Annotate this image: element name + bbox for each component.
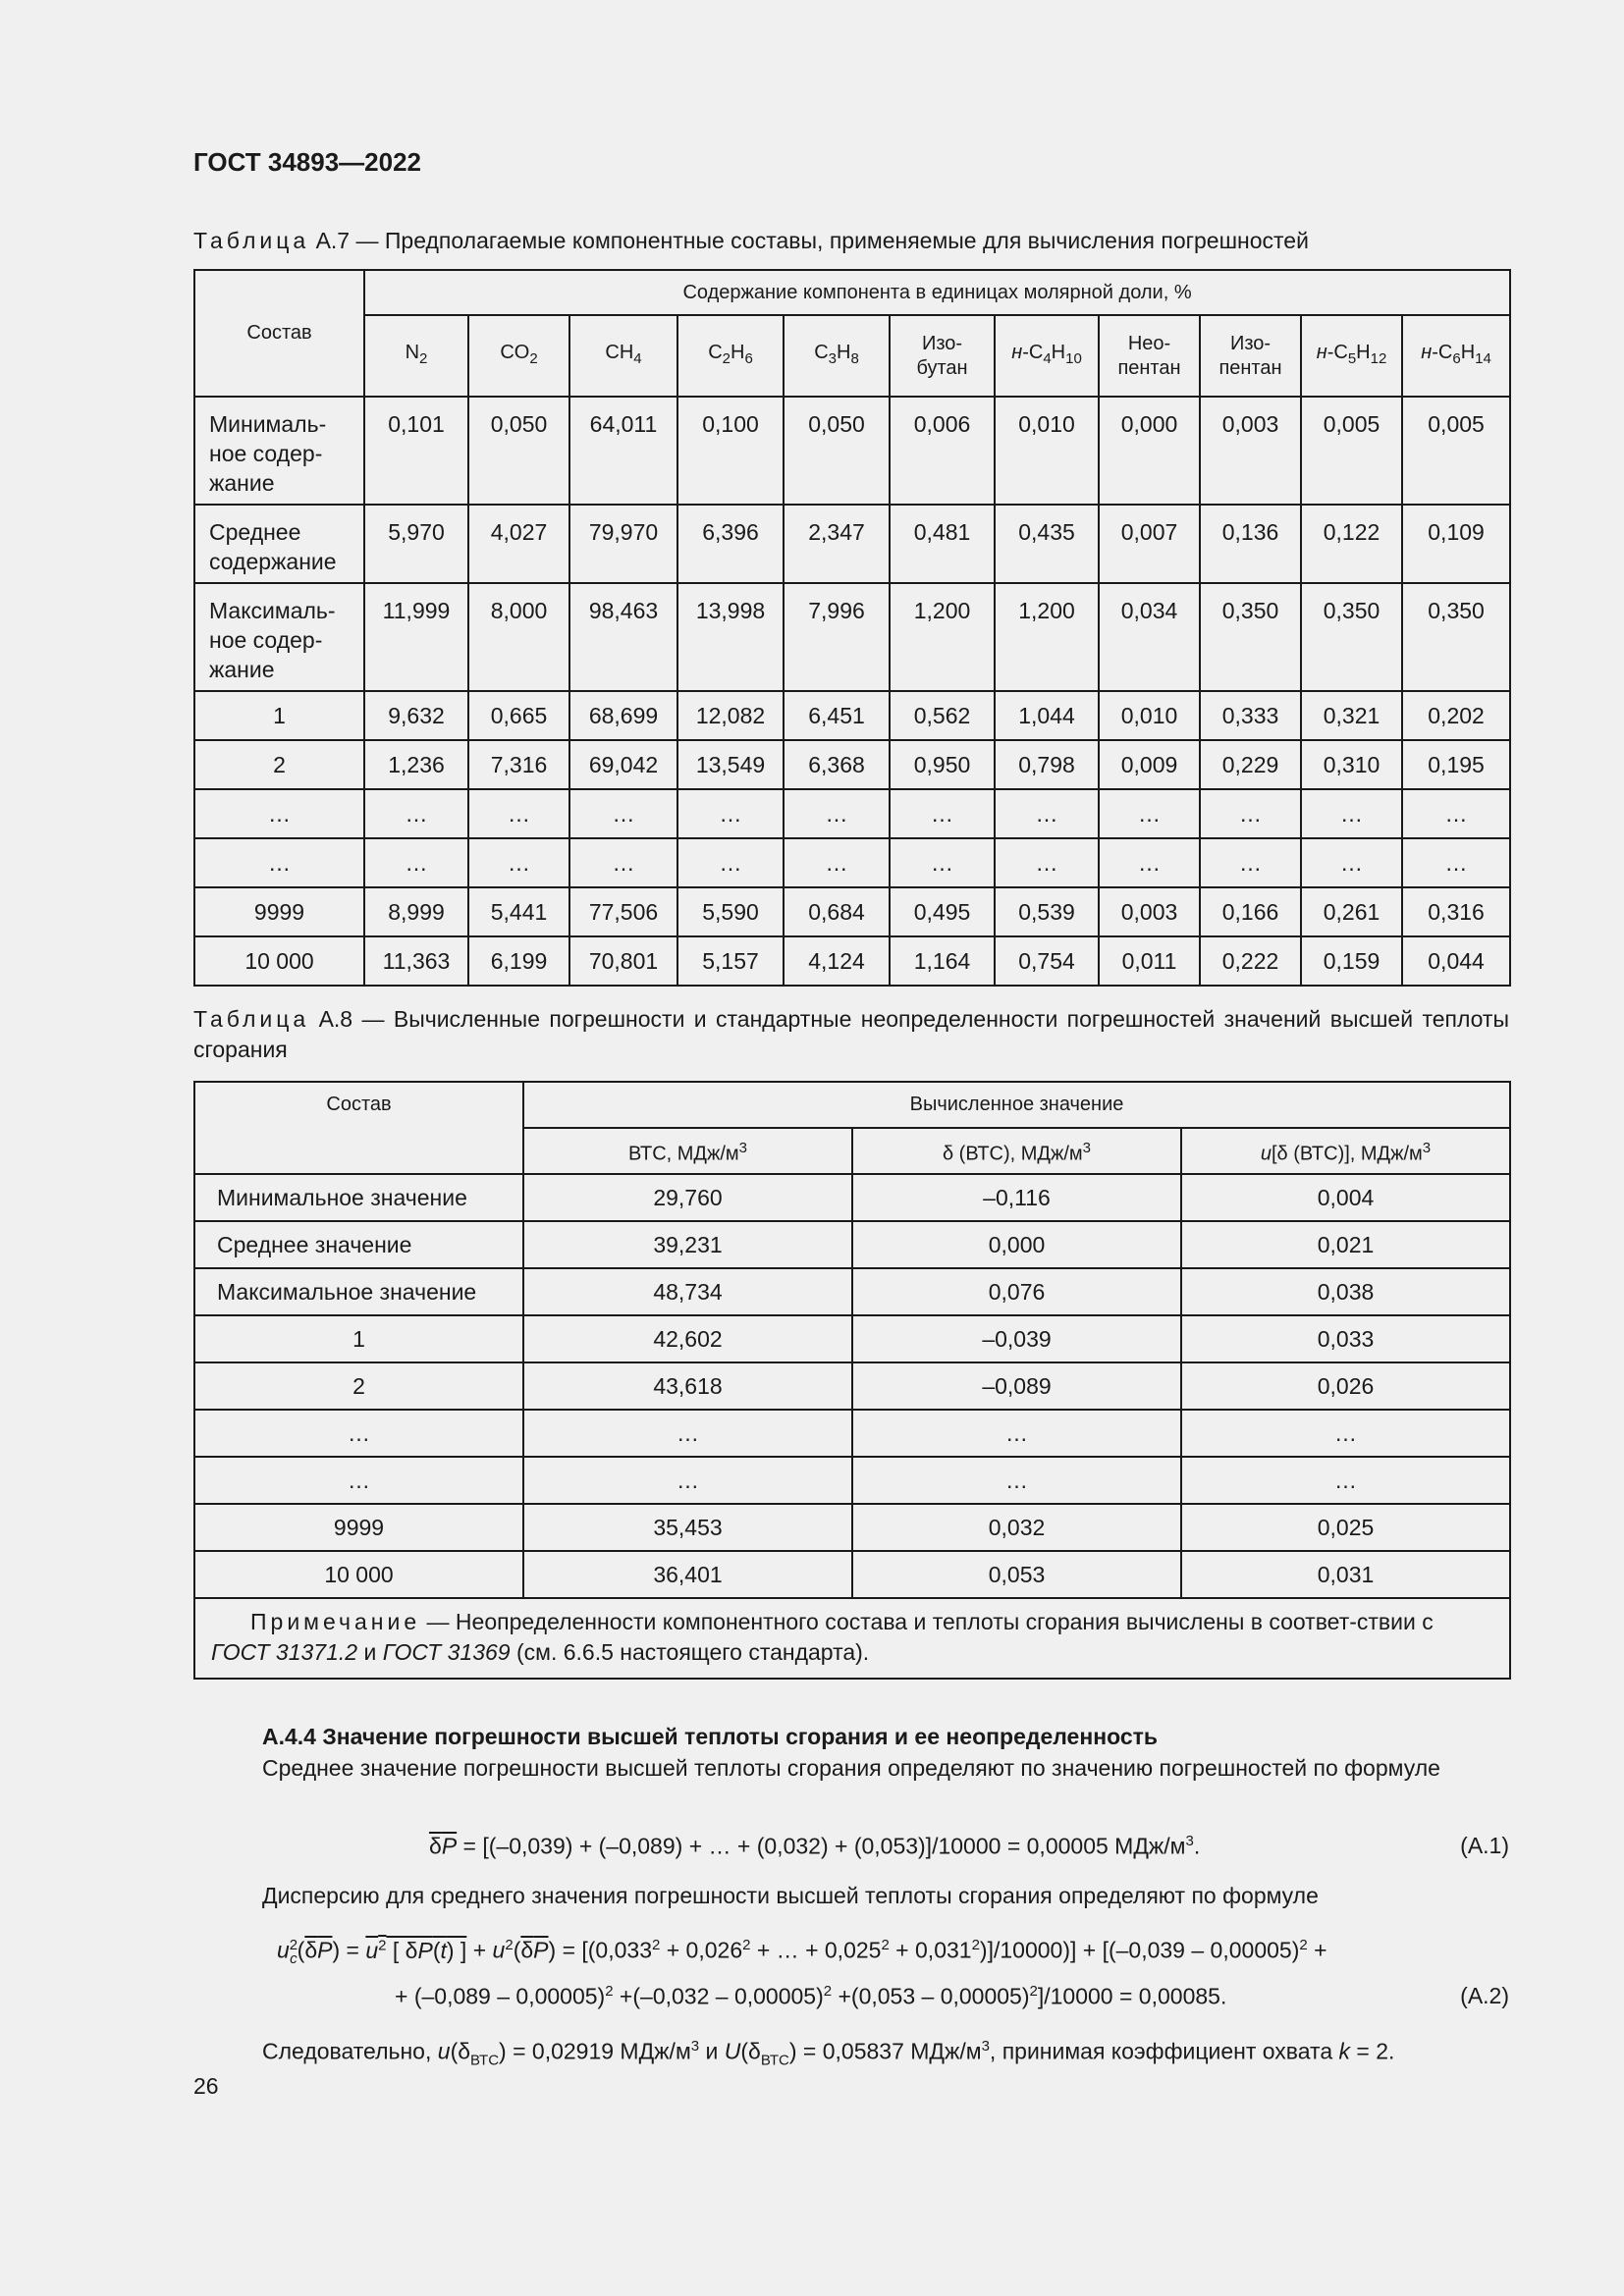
table-cell: 0,009	[1099, 740, 1200, 789]
row-label: 1	[194, 691, 364, 740]
table-cell: 0,202	[1402, 691, 1510, 740]
table-cell: 2,347	[784, 505, 890, 583]
table-row	[194, 936, 1510, 986]
table-cell: 0,665	[468, 691, 569, 740]
table-cell: 5,157	[677, 936, 784, 986]
table-cell: 29,760	[523, 1174, 852, 1221]
table-cell: 0,350	[1200, 583, 1301, 691]
table-cell: 36,401	[523, 1551, 852, 1598]
table-cell: 0,798	[995, 740, 1099, 789]
table-cell: 0,050	[784, 397, 890, 505]
table-cell: …	[1301, 789, 1402, 838]
table-a8-col-head: Состав	[194, 1082, 523, 1174]
table-cell: 69,042	[569, 740, 677, 789]
section-para-3: Следовательно, $u(\delta_{ВТС}) = 0,02919$ МДж/$м^3$ и $U(\delta_{ВТС}) = 0,05837$ МДж/$м^3$, принимая коэффициент охвата k = 2.	[262, 2038, 1395, 2069]
formula-a2-number: (А.2)	[1460, 1983, 1509, 2008]
table-cell: …	[1301, 838, 1402, 887]
table-cell: …	[364, 789, 468, 838]
table-cell: 11,363	[364, 936, 468, 986]
table-cell: 1,164	[890, 936, 995, 986]
table-cell: 79,970	[569, 505, 677, 583]
table-cell: 77,506	[569, 887, 677, 936]
row-label: …	[194, 789, 364, 838]
table-cell: …	[1402, 789, 1510, 838]
component-header: $н-C_5H_{12}$	[1301, 315, 1402, 397]
formula-a1-number: (А.1)	[1460, 1833, 1509, 1858]
table-cell: 0,006	[890, 397, 995, 505]
table-cell: 0,166	[1200, 887, 1301, 936]
row-label: Минимальное значение	[194, 1174, 523, 1221]
table-cell: 0,350	[1301, 583, 1402, 691]
section-heading: А.4.4 Значение погрешности высшей теплоты сгорания и ее неопределенность	[262, 1724, 1159, 1749]
row-label: …	[194, 1457, 523, 1504]
table-cell: 70,801	[569, 936, 677, 986]
table-cell: …	[569, 789, 677, 838]
table-a8-body	[194, 1174, 1510, 1598]
table-a8-label: Таблица	[193, 1006, 310, 1032]
table-a8-subhead: u[δ (ВТС)], МДж/$м^3$	[1181, 1128, 1510, 1174]
table-cell: 0,261	[1301, 887, 1402, 936]
table-cell: –0,089	[852, 1362, 1181, 1410]
table-cell: 5,441	[468, 887, 569, 936]
table-cell: 0,539	[995, 887, 1099, 936]
table-cell: 0,011	[1099, 936, 1200, 986]
table-row	[194, 691, 1510, 740]
row-label: …	[194, 838, 364, 887]
table-cell: …	[677, 789, 784, 838]
table-cell: 0,053	[852, 1551, 1181, 1598]
table-cell: 0,684	[784, 887, 890, 936]
component-header: Нео- пентан	[1099, 315, 1200, 397]
table-cell: 0,025	[1181, 1504, 1510, 1551]
table-a7-label: Таблица	[193, 228, 310, 253]
table-cell: 0,481	[890, 505, 995, 583]
table-a8-group-head: Вычисленное значение	[523, 1082, 1510, 1128]
table-cell: 68,699	[569, 691, 677, 740]
component-header: $н-C_6H_{14}$	[1402, 315, 1510, 397]
component-header: $н-C_4H_{10}$	[995, 315, 1099, 397]
table-cell: 0,950	[890, 740, 995, 789]
table-row	[194, 1268, 1510, 1315]
component-header: $N_2$	[364, 315, 468, 397]
table-cell: 1,044	[995, 691, 1099, 740]
component-header: Изо- бутан	[890, 315, 995, 397]
table-row	[194, 1551, 1510, 1598]
table-cell: 0,010	[995, 397, 1099, 505]
table-cell: …	[852, 1410, 1181, 1457]
table-cell: 0,021	[1181, 1221, 1510, 1268]
table-cell: 6,396	[677, 505, 784, 583]
table-a7-col-head: Состав	[194, 270, 364, 397]
table-cell: 0,005	[1402, 397, 1510, 505]
table-cell: 0,350	[1402, 583, 1510, 691]
row-label: 1	[194, 1315, 523, 1362]
table-cell: 0,033	[1181, 1315, 1510, 1362]
table-a7-caption	[193, 226, 1509, 256]
row-label: 9999	[194, 1504, 523, 1551]
table-row	[194, 1362, 1510, 1410]
table-cell: 0,031	[1181, 1551, 1510, 1598]
table-cell: 13,998	[677, 583, 784, 691]
component-header: $CH_4$	[569, 315, 677, 397]
table-cell: 0,195	[1402, 740, 1510, 789]
row-label: …	[194, 1410, 523, 1457]
table-cell: 0,000	[852, 1221, 1181, 1268]
table-cell: 11,999	[364, 583, 468, 691]
table-cell: 6,451	[784, 691, 890, 740]
table-cell: 0,010	[1099, 691, 1200, 740]
section-para-1: Среднее значение погрешности высшей теплоты сгорания определяют по значению погрешностей по формуле	[262, 1755, 1440, 1781]
row-label: Максимальное значение	[194, 1268, 523, 1315]
table-cell: …	[890, 838, 995, 887]
table-cell: 13,549	[677, 740, 784, 789]
table-a7-component-row	[194, 315, 1510, 397]
table-cell: …	[890, 789, 995, 838]
table-row	[194, 740, 1510, 789]
table-cell: …	[1181, 1457, 1510, 1504]
table-row	[194, 505, 1510, 583]
row-label: Среднее содержание	[194, 505, 364, 583]
table-cell: 8,999	[364, 887, 468, 936]
table-a8-caption	[193, 1004, 1509, 1065]
table-a7	[193, 269, 1511, 987]
table-cell: 0,000	[1099, 397, 1200, 505]
table-cell: 43,618	[523, 1362, 852, 1410]
table-row	[194, 1457, 1510, 1504]
table-cell: 5,970	[364, 505, 468, 583]
table-cell: 0,101	[364, 397, 468, 505]
table-cell: 0,026	[1181, 1362, 1510, 1410]
table-cell: …	[677, 838, 784, 887]
table-cell: 0,754	[995, 936, 1099, 986]
table-a8-note: Примечание — Неопределенности компонентного состава и теплоты сгорания вычислены в соответ-ствии с ГОСТ 31371.2 и ГОСТ 31369 (см. 6.6.5 настоящего стандарта).	[194, 1598, 1510, 1679]
table-cell: 0,159	[1301, 936, 1402, 986]
table-cell: 0,003	[1099, 887, 1200, 936]
row-label: 2	[194, 1362, 523, 1410]
page-number: 26	[193, 2073, 219, 2099]
table-cell: …	[1402, 838, 1510, 887]
table-cell: 0,100	[677, 397, 784, 505]
table-a8-subhead: ВТС, МДж/$м^3$	[523, 1128, 852, 1174]
table-cell: 0,038	[1181, 1268, 1510, 1315]
note-label: Примечание	[250, 1609, 421, 1634]
table-cell: 0,562	[890, 691, 995, 740]
table-row	[194, 789, 1510, 838]
table-cell: 0,316	[1402, 887, 1510, 936]
table-cell: 0,222	[1200, 936, 1301, 986]
table-cell: …	[1181, 1410, 1510, 1457]
table-cell: …	[1200, 789, 1301, 838]
section-para-2: Дисперсию для среднего значения погрешности высшей теплоты сгорания определяют по формуле	[262, 1883, 1319, 1908]
table-cell: 0,003	[1200, 397, 1301, 505]
row-label: 10 000	[194, 1551, 523, 1598]
table-cell: 42,602	[523, 1315, 852, 1362]
table-cell: 0,109	[1402, 505, 1510, 583]
table-cell: 1,236	[364, 740, 468, 789]
table-cell: 6,199	[468, 936, 569, 986]
table-cell: 98,463	[569, 583, 677, 691]
table-cell: –0,116	[852, 1174, 1181, 1221]
table-cell: 0,050	[468, 397, 569, 505]
table-cell: 0,435	[995, 505, 1099, 583]
table-cell: …	[784, 789, 890, 838]
table-cell: …	[523, 1410, 852, 1457]
table-cell: …	[468, 789, 569, 838]
table-a8	[193, 1081, 1511, 1680]
table-row	[194, 1315, 1510, 1362]
table-cell: –0,039	[852, 1315, 1181, 1362]
table-cell: 0,229	[1200, 740, 1301, 789]
table-cell: …	[1099, 789, 1200, 838]
table-row	[194, 583, 1510, 691]
table-row	[194, 397, 1510, 505]
table-cell: 48,734	[523, 1268, 852, 1315]
table-cell: 6,368	[784, 740, 890, 789]
row-label: 9999	[194, 887, 364, 936]
table-cell: 39,231	[523, 1221, 852, 1268]
component-header: $C_3H_8$	[784, 315, 890, 397]
row-label: 2	[194, 740, 364, 789]
table-cell: …	[995, 789, 1099, 838]
row-label: Среднее значение	[194, 1221, 523, 1268]
table-row	[194, 1221, 1510, 1268]
table-a7-body	[194, 397, 1510, 986]
row-label: Максималь- ное содер- жание	[194, 583, 364, 691]
table-cell: 0,321	[1301, 691, 1402, 740]
table-cell: 0,310	[1301, 740, 1402, 789]
table-cell: 1,200	[890, 583, 995, 691]
table-cell: 0,004	[1181, 1174, 1510, 1221]
table-cell: 0,044	[1402, 936, 1510, 986]
table-cell: 0,495	[890, 887, 995, 936]
table-cell: 0,034	[1099, 583, 1200, 691]
document-code: ГОСТ 34893—2022	[193, 147, 421, 177]
table-cell: 5,590	[677, 887, 784, 936]
table-cell: …	[1099, 838, 1200, 887]
table-cell: 0,032	[852, 1504, 1181, 1551]
table-cell: …	[364, 838, 468, 887]
table-row	[194, 838, 1510, 887]
table-row	[194, 1504, 1510, 1551]
table-cell: 0,076	[852, 1268, 1181, 1315]
table-cell: 0,333	[1200, 691, 1301, 740]
table-row	[194, 1174, 1510, 1221]
component-header: $CO_2$	[468, 315, 569, 397]
table-cell: 35,453	[523, 1504, 852, 1551]
table-cell: 0,122	[1301, 505, 1402, 583]
table-a7-caption-text: А.7 — Предполагаемые компонентные составы, применяемые для вычисления погрешностей	[309, 228, 1309, 253]
table-a7-group-head: Содержание компонента в единицах молярной доли, %	[364, 270, 1510, 315]
table-cell: …	[784, 838, 890, 887]
row-label: Минималь- ное содер- жание	[194, 397, 364, 505]
table-cell: …	[995, 838, 1099, 887]
component-header: $C_2H_6$	[677, 315, 784, 397]
table-cell: 4,124	[784, 936, 890, 986]
table-cell: 8,000	[468, 583, 569, 691]
table-cell: 7,996	[784, 583, 890, 691]
table-cell: …	[468, 838, 569, 887]
component-header: Изо- пентан	[1200, 315, 1301, 397]
table-a8-subhead: δ (ВТС), МДж/$м^3$	[852, 1128, 1181, 1174]
table-cell: …	[569, 838, 677, 887]
table-cell: 0,136	[1200, 505, 1301, 583]
table-cell: …	[1200, 838, 1301, 887]
table-row	[194, 887, 1510, 936]
table-cell: 4,027	[468, 505, 569, 583]
row-label: 10 000	[194, 936, 364, 986]
table-cell: 9,632	[364, 691, 468, 740]
table-cell: 64,011	[569, 397, 677, 505]
table-cell: 12,082	[677, 691, 784, 740]
table-cell: 0,007	[1099, 505, 1200, 583]
table-row	[194, 1410, 1510, 1457]
table-cell: 7,316	[468, 740, 569, 789]
table-cell: 0,005	[1301, 397, 1402, 505]
table-a8-caption-text: А.8 — Вычисленные погрешности и стандартные неопределенности погрешностей значений высшей теплоты сгорания	[193, 1006, 1509, 1062]
table-cell: …	[852, 1457, 1181, 1504]
table-cell: 1,200	[995, 583, 1099, 691]
table-cell: …	[523, 1457, 852, 1504]
